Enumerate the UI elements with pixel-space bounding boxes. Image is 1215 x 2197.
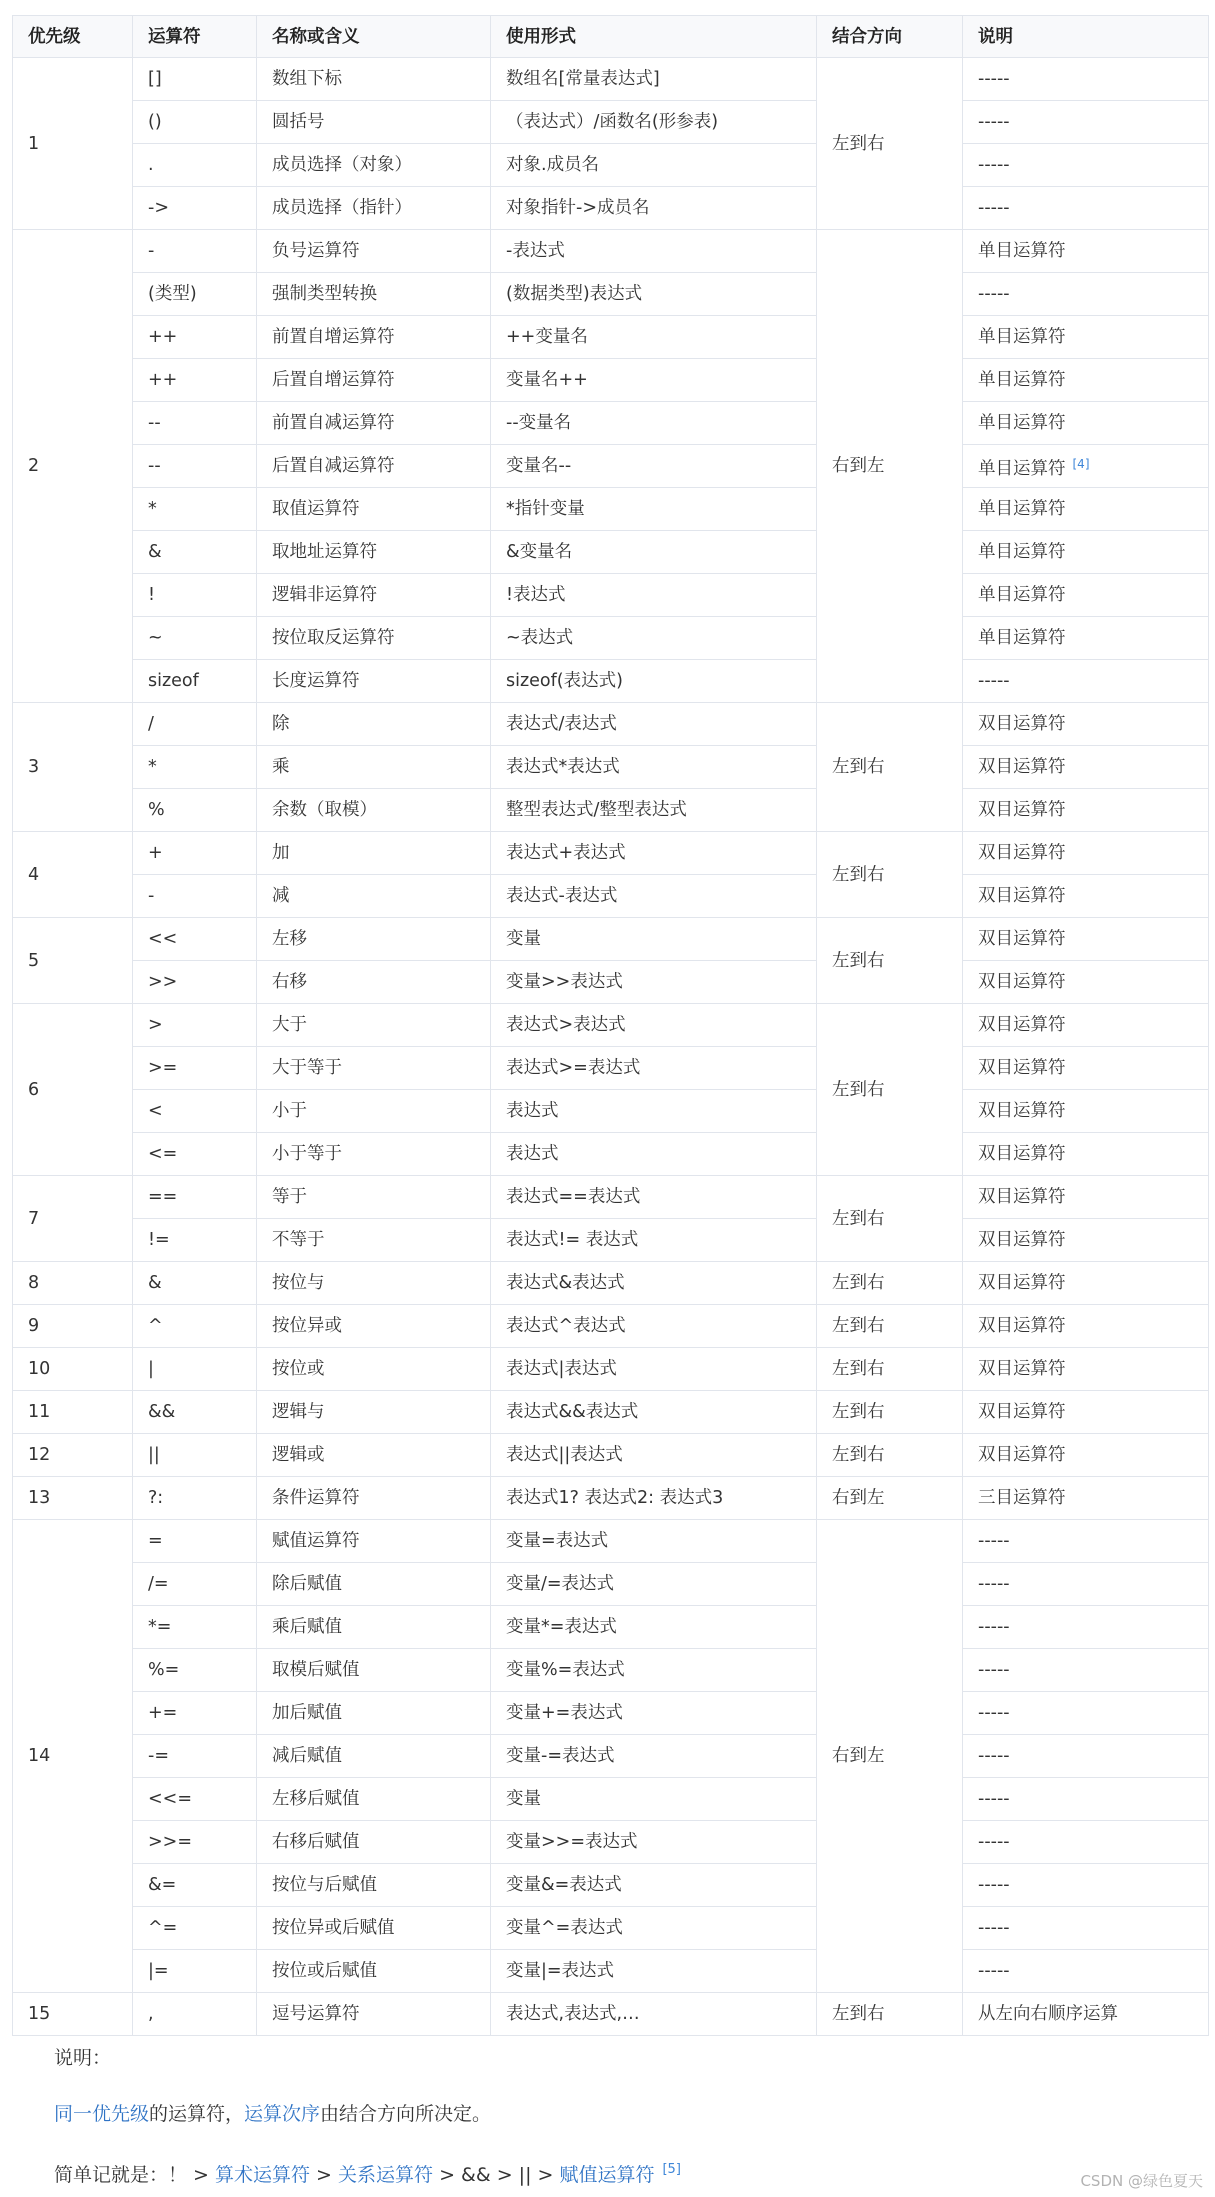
usage-cell: 表达式 [491, 1133, 817, 1176]
name-cell: 减后赋值 [257, 1735, 491, 1778]
operator-cell: >> [133, 961, 257, 1004]
description-cell: 单目运算符 [963, 574, 1209, 617]
description-cell: 单目运算符 [963, 316, 1209, 359]
operator-cell: (类型) [133, 273, 257, 316]
table-row [13, 1864, 1209, 1907]
operator-cell: * [133, 746, 257, 789]
associativity-cell: 右到左 [817, 1520, 963, 1993]
priority-cell: 15 [13, 1993, 133, 2036]
notes-rule-line [54, 2102, 1208, 2126]
table-row [13, 359, 1209, 402]
description-cell: 双目运算符 [963, 1348, 1209, 1391]
usage-cell: 变量+=表达式 [491, 1692, 817, 1735]
header-priority: 优先级 [13, 16, 133, 58]
table-row [13, 1434, 1209, 1477]
priority-cell: 7 [13, 1176, 133, 1262]
usage-cell: （表达式）/函数名(形参表) [491, 101, 817, 144]
usage-cell: 数组名[常量表达式] [491, 58, 817, 101]
operator-cell: /= [133, 1563, 257, 1606]
name-cell: 大于等于 [257, 1047, 491, 1090]
header-name: 名称或含义 [257, 16, 491, 58]
table-row [13, 789, 1209, 832]
name-cell: 取模后赋值 [257, 1649, 491, 1692]
description-cell: ----- [963, 187, 1209, 230]
usage-cell: ++变量名 [491, 316, 817, 359]
usage-cell: 变量 [491, 1778, 817, 1821]
table-row [13, 1692, 1209, 1735]
operator-cell: / [133, 703, 257, 746]
description-cell: ----- [963, 1520, 1209, 1563]
name-cell: 小于 [257, 1090, 491, 1133]
operator-cell: ! [133, 574, 257, 617]
name-cell: 取地址运算符 [257, 531, 491, 574]
operator-cell: ^ [133, 1305, 257, 1348]
header-associativity: 结合方向 [817, 16, 963, 58]
priority-cell: 12 [13, 1434, 133, 1477]
name-cell: 除后赋值 [257, 1563, 491, 1606]
table-body [13, 58, 1209, 2036]
description-cell: 三目运算符 [963, 1477, 1209, 1520]
priority-cell: 10 [13, 1348, 133, 1391]
name-cell: 逻辑与 [257, 1391, 491, 1434]
operator-cell: = [133, 1520, 257, 1563]
same-priority-link[interactable]: 同一优先级 [54, 2103, 150, 2125]
table-row [13, 1176, 1209, 1219]
table-row [13, 1305, 1209, 1348]
associativity-cell: 左到右 [817, 1305, 963, 1348]
operator-cell: & [133, 1262, 257, 1305]
table-row [13, 316, 1209, 359]
usage-cell: 表达式 [491, 1090, 817, 1133]
usage-cell: 变量*=表达式 [491, 1606, 817, 1649]
table-row [13, 1133, 1209, 1176]
associativity-cell: 左到右 [817, 1993, 963, 2036]
usage-cell: 变量-=表达式 [491, 1735, 817, 1778]
usage-cell: 变量 [491, 918, 817, 961]
priority-cell: 3 [13, 703, 133, 832]
name-cell: 加 [257, 832, 491, 875]
table-row [13, 1563, 1209, 1606]
table-row [13, 1907, 1209, 1950]
name-cell: 长度运算符 [257, 660, 491, 703]
name-cell: 逻辑非运算符 [257, 574, 491, 617]
name-cell: 小于等于 [257, 1133, 491, 1176]
description-cell: 双目运算符 [963, 875, 1209, 918]
usage-cell: 变量%=表达式 [491, 1649, 817, 1692]
description-cell: 双目运算符 [963, 746, 1209, 789]
usage-cell: 变量>>表达式 [491, 961, 817, 1004]
priority-cell: 2 [13, 230, 133, 703]
name-cell: 减 [257, 875, 491, 918]
notes-text: 简单记就是：！ > [54, 2164, 215, 2186]
description-cell: 双目运算符 [963, 1047, 1209, 1090]
usage-cell: 变量&=表达式 [491, 1864, 817, 1907]
description-cell: ----- [963, 1778, 1209, 1821]
reference-link[interactable]: [5] [662, 2162, 681, 2177]
operator-cell: ?: [133, 1477, 257, 1520]
header-usage: 使用形式 [491, 16, 817, 58]
associativity-cell: 左到右 [817, 1176, 963, 1262]
usage-cell: *指针变量 [491, 488, 817, 531]
associativity-cell: 右到左 [817, 1477, 963, 1520]
name-cell: 按位取反运算符 [257, 617, 491, 660]
table-row [13, 1348, 1209, 1391]
operator-cell: ++ [133, 359, 257, 402]
name-cell: 逻辑或 [257, 1434, 491, 1477]
table-row [13, 1262, 1209, 1305]
name-cell: 前置自减运算符 [257, 402, 491, 445]
operator-cell: == [133, 1176, 257, 1219]
priority-cell: 5 [13, 918, 133, 1004]
description-cell: 双目运算符 [963, 1434, 1209, 1477]
usage-cell: 变量|=表达式 [491, 1950, 817, 1993]
associativity-cell: 左到右 [817, 1391, 963, 1434]
description-cell: 单目运算符 [963, 230, 1209, 273]
operator-cell: [] [133, 58, 257, 101]
usage-cell: 对象指针->成员名 [491, 187, 817, 230]
table-row [13, 144, 1209, 187]
operator-cell: += [133, 1692, 257, 1735]
name-cell: 按位异或后赋值 [257, 1907, 491, 1950]
header-description: 说明 [963, 16, 1209, 58]
name-cell: 负号运算符 [257, 230, 491, 273]
operator-cell: >= [133, 1047, 257, 1090]
priority-cell: 1 [13, 58, 133, 230]
table-row [13, 746, 1209, 789]
name-cell: 前置自增运算符 [257, 316, 491, 359]
priority-cell: 13 [13, 1477, 133, 1520]
description-cell: 双目运算符 [963, 832, 1209, 875]
usage-cell: 变量/=表达式 [491, 1563, 817, 1606]
description-text: 单目运算符 [978, 458, 1066, 479]
usage-cell: sizeof(表达式) [491, 660, 817, 703]
table-row [13, 1649, 1209, 1692]
operator-cell: |= [133, 1950, 257, 1993]
usage-cell: 整型表达式/整型表达式 [491, 789, 817, 832]
operator-cell: || [133, 1434, 257, 1477]
associativity-cell: 左到右 [817, 58, 963, 230]
usage-cell: 变量名-- [491, 445, 817, 488]
usage-cell: 对象.成员名 [491, 144, 817, 187]
operator-cell: ~ [133, 617, 257, 660]
table-row [13, 1606, 1209, 1649]
name-cell: 按位或后赋值 [257, 1950, 491, 1993]
operator-precedence-table [12, 15, 1209, 2036]
assignment-operator-link[interactable]: 赋值运算符 [559, 2164, 655, 2186]
name-cell: 取值运算符 [257, 488, 491, 531]
table-row [13, 531, 1209, 574]
description-cell: 双目运算符 [963, 703, 1209, 746]
notes-text: 的运算符， [149, 2103, 245, 2125]
associativity-cell: 右到左 [817, 230, 963, 703]
table-row [13, 1090, 1209, 1133]
operator-cell: | [133, 1348, 257, 1391]
header-operator: 运算符 [133, 16, 257, 58]
description-cell: ----- [963, 1692, 1209, 1735]
usage-cell: 变量>>=表达式 [491, 1821, 817, 1864]
operator-cell: - [133, 875, 257, 918]
table-header-row [13, 16, 1209, 58]
description-cell: ----- [963, 58, 1209, 101]
description-cell: 单目运算符 [963, 488, 1209, 531]
associativity-cell: 左到右 [817, 1348, 963, 1391]
evaluation-order-link[interactable]: 运算次序 [244, 2103, 321, 2125]
notes-text: > [310, 2164, 339, 2186]
table-row [13, 961, 1209, 1004]
usage-cell: 表达式/表达式 [491, 703, 817, 746]
table-row [13, 875, 1209, 918]
usage-cell: 表达式>=表达式 [491, 1047, 817, 1090]
description-cell: 单目运算符 [963, 617, 1209, 660]
operator-cell: *= [133, 1606, 257, 1649]
description-cell: ----- [963, 1907, 1209, 1950]
table-row [13, 187, 1209, 230]
usage-cell: -表达式 [491, 230, 817, 273]
priority-cell: 14 [13, 1520, 133, 1993]
name-cell: 余数（取模） [257, 789, 491, 832]
watermark: CSDN @绿色夏天 [1080, 2172, 1203, 2190]
table-row [13, 58, 1209, 101]
table-row [13, 445, 1209, 488]
table-row [13, 1004, 1209, 1047]
name-cell: 按位或 [257, 1348, 491, 1391]
name-cell: 逗号运算符 [257, 1993, 491, 2036]
usage-cell: 表达式>表达式 [491, 1004, 817, 1047]
notes-text: > && > || > [433, 2164, 560, 2186]
name-cell: 乘 [257, 746, 491, 789]
name-cell: 按位与后赋值 [257, 1864, 491, 1907]
name-cell: 左移后赋值 [257, 1778, 491, 1821]
usage-cell: 表达式-表达式 [491, 875, 817, 918]
usage-cell: 表达式*表达式 [491, 746, 817, 789]
description-cell: ----- [963, 1606, 1209, 1649]
table-row [13, 1520, 1209, 1563]
operator-cell: + [133, 832, 257, 875]
name-cell: 强制类型转换 [257, 273, 491, 316]
description-cell: 单目运算符 [963, 359, 1209, 402]
associativity-cell: 左到右 [817, 1262, 963, 1305]
table-row [13, 101, 1209, 144]
operator-cell: , [133, 1993, 257, 2036]
usage-cell: --变量名 [491, 402, 817, 445]
operator-cell: &= [133, 1864, 257, 1907]
usage-cell: 表达式||表达式 [491, 1434, 817, 1477]
description-cell: ----- [963, 144, 1209, 187]
description-cell: 双目运算符 [963, 1133, 1209, 1176]
usage-cell: 表达式&&表达式 [491, 1391, 817, 1434]
name-cell: 条件运算符 [257, 1477, 491, 1520]
table-row [13, 1047, 1209, 1090]
operator-cell: %= [133, 1649, 257, 1692]
description-cell: 双目运算符 [963, 1176, 1209, 1219]
name-cell: 数组下标 [257, 58, 491, 101]
priority-cell: 9 [13, 1305, 133, 1348]
table-row [13, 703, 1209, 746]
relational-operator-link[interactable]: 关系运算符 [338, 2164, 434, 2186]
usage-cell: 变量名++ [491, 359, 817, 402]
table-row [13, 273, 1209, 316]
name-cell: 后置自增运算符 [257, 359, 491, 402]
operator-cell: << [133, 918, 257, 961]
usage-cell: 表达式,表达式,… [491, 1993, 817, 2036]
name-cell: 等于 [257, 1176, 491, 1219]
description-cell: ----- [963, 1864, 1209, 1907]
operator-cell: -> [133, 187, 257, 230]
operator-cell: < [133, 1090, 257, 1133]
name-cell: 除 [257, 703, 491, 746]
page-content [12, 15, 1208, 2187]
usage-cell: 表达式&表达式 [491, 1262, 817, 1305]
usage-cell: 表达式+表达式 [491, 832, 817, 875]
operator-cell: -= [133, 1735, 257, 1778]
priority-cell: 8 [13, 1262, 133, 1305]
name-cell: 圆括号 [257, 101, 491, 144]
priority-cell: 6 [13, 1004, 133, 1176]
description-cell: ----- [963, 660, 1209, 703]
associativity-cell: 左到右 [817, 1434, 963, 1477]
name-cell: 右移 [257, 961, 491, 1004]
arithmetic-operator-link[interactable]: 算术运算符 [215, 2164, 311, 2186]
operator-cell: -- [133, 445, 257, 488]
table-row [13, 832, 1209, 875]
name-cell: 加后赋值 [257, 1692, 491, 1735]
description-cell: ----- [963, 1563, 1209, 1606]
reference-link[interactable]: [4] [1072, 456, 1090, 471]
table-row [13, 488, 1209, 531]
table-row [13, 402, 1209, 445]
description-cell: 双目运算符 [963, 789, 1209, 832]
table-row [13, 1735, 1209, 1778]
operator-cell: () [133, 101, 257, 144]
associativity-cell: 左到右 [817, 832, 963, 918]
operator-cell: <= [133, 1133, 257, 1176]
usage-cell: 表达式^表达式 [491, 1305, 817, 1348]
operator-cell: & [133, 531, 257, 574]
usage-cell: 表达式==表达式 [491, 1176, 817, 1219]
table-row [13, 1993, 1209, 2036]
name-cell: 赋值运算符 [257, 1520, 491, 1563]
description-cell: 单目运算符 [963, 531, 1209, 574]
operator-cell: >>= [133, 1821, 257, 1864]
usage-cell: 表达式!= 表达式 [491, 1219, 817, 1262]
description-cell: 双目运算符 [963, 1090, 1209, 1133]
name-cell: 乘后赋值 [257, 1606, 491, 1649]
name-cell: 成员选择（指针） [257, 187, 491, 230]
operator-cell: % [133, 789, 257, 832]
priority-cell: 4 [13, 832, 133, 918]
operator-cell: > [133, 1004, 257, 1047]
usage-cell: 变量^=表达式 [491, 1907, 817, 1950]
associativity-cell: 左到右 [817, 918, 963, 1004]
operator-cell: ++ [133, 316, 257, 359]
description-cell: 双目运算符 [963, 1004, 1209, 1047]
name-cell: 后置自减运算符 [257, 445, 491, 488]
operator-cell: * [133, 488, 257, 531]
usage-cell: (数据类型)表达式 [491, 273, 817, 316]
table-row [13, 574, 1209, 617]
notes-label: 说明： [54, 2047, 112, 2069]
operator-cell: - [133, 230, 257, 273]
name-cell: 按位异或 [257, 1305, 491, 1348]
description-cell: 单目运算符 [963, 402, 1209, 445]
name-cell: 大于 [257, 1004, 491, 1047]
notes-summary-line [54, 2158, 1208, 2187]
description-cell: 双目运算符 [963, 918, 1209, 961]
description-cell: 双目运算符 [963, 1219, 1209, 1262]
name-cell: 不等于 [257, 1219, 491, 1262]
table-row [13, 1391, 1209, 1434]
table-row [13, 918, 1209, 961]
associativity-cell: 左到右 [817, 1004, 963, 1176]
table-row [13, 1477, 1209, 1520]
notes-section [12, 2046, 1208, 2187]
usage-cell: 表达式|表达式 [491, 1348, 817, 1391]
operator-cell: . [133, 144, 257, 187]
operator-cell: <<= [133, 1778, 257, 1821]
description-cell: 双目运算符 [963, 1391, 1209, 1434]
description-cell: 双目运算符 [963, 961, 1209, 1004]
description-cell: ----- [963, 273, 1209, 316]
description-cell: 双目运算符 [963, 1262, 1209, 1305]
table-row [13, 660, 1209, 703]
description-cell: ----- [963, 1950, 1209, 1993]
table-row [13, 1219, 1209, 1262]
description-cell: ----- [963, 1821, 1209, 1864]
operator-cell: && [133, 1391, 257, 1434]
usage-cell: !表达式 [491, 574, 817, 617]
priority-cell: 11 [13, 1391, 133, 1434]
description-cell: ----- [963, 1649, 1209, 1692]
table-row [13, 230, 1209, 273]
usage-cell: 变量=表达式 [491, 1520, 817, 1563]
table-row [13, 617, 1209, 660]
name-cell: 左移 [257, 918, 491, 961]
table-row [13, 1950, 1209, 1993]
description-cell: 双目运算符 [963, 1305, 1209, 1348]
name-cell: 按位与 [257, 1262, 491, 1305]
usage-cell: ~表达式 [491, 617, 817, 660]
operator-cell: ^= [133, 1907, 257, 1950]
description-cell [963, 445, 1209, 488]
usage-cell: &变量名 [491, 531, 817, 574]
associativity-cell: 左到右 [817, 703, 963, 832]
description-cell: ----- [963, 1735, 1209, 1778]
name-cell: 右移后赋值 [257, 1821, 491, 1864]
usage-cell: 表达式1? 表达式2: 表达式3 [491, 1477, 817, 1520]
notes-text: 由结合方向所决定。 [320, 2103, 492, 2125]
table-row [13, 1821, 1209, 1864]
description-cell: ----- [963, 101, 1209, 144]
operator-cell: sizeof [133, 660, 257, 703]
table-row [13, 1778, 1209, 1821]
operator-cell: -- [133, 402, 257, 445]
description-cell: 从左向右顺序运算 [963, 1993, 1209, 2036]
operator-cell: != [133, 1219, 257, 1262]
name-cell: 成员选择（对象） [257, 144, 491, 187]
